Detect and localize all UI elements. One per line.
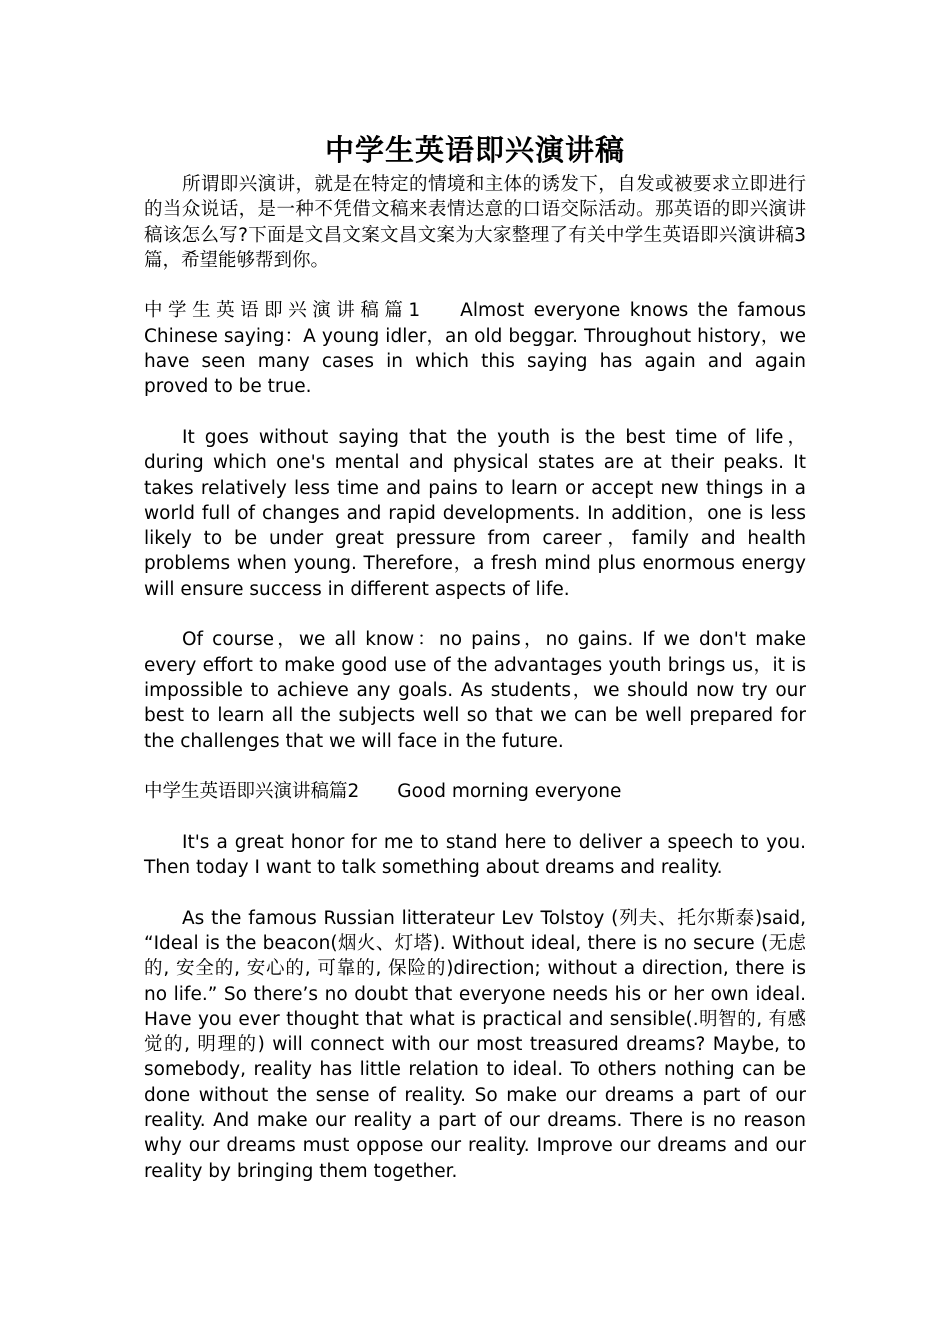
section-2-paragraph-1: It's a great honor for me to stand here to deliver a speech to you. Then today I want to talk something about dreams and reality. [144,831,806,879]
section-2-heading: 中学生英语即兴演讲稿篇2 [144,781,360,803]
document-page [144,128,806,1184]
spacer [144,804,806,829]
spacer [144,602,806,627]
section-1-lead: Almost everyone knows the famous Chinese saying：A young idler，an old beggar. Throughout history，we have seen many cases in which this saying has again and again proved to be true. [144,300,806,398]
section-2-lead-paragraph [144,779,806,804]
spacer [144,273,806,298]
section-2-paragraph-2: As the famous Russian litterateur Lev Tolstoy (列夫、托尔斯泰)said, “Ideal is the beacon(烟火、灯塔). Without ideal, there is no secure (无虑的, 安全的, 安心的, 可靠的, 保险的)direction; without a direction, there is no life.” So there’s no doubt that everyone needs his or her own ideal. Have you ever thought that what is practical and sensible(.明智的, 有感觉的, 明理的) will connect with our most treasured dreams? Maybe, to somebody, reality has little relation to ideal. To others nothing can be done without the sense of reality. So make our dreams a part of our reality. And make our reality a part of our dreams. There is no reason why our dreams must oppose our reality. Improve our dreams and our reality by bringing them together. [144,907,806,1182]
intro-paragraph: 所谓即兴演讲，就是在特定的情境和主体的诱发下，自发或被要求立即进行的当众说话，是一种不凭借文稿来表情达意的口语交际活动。那英语的即兴演讲稿该怎么写?下面是文昌文案文昌文案为大家整理了有关中学生英语即兴演讲稿3篇，希望能够帮到你。 [144,174,806,271]
section-1-lead-paragraph [144,298,806,399]
section-1-heading: 中学生英语即兴演讲稿篇1 [144,300,423,322]
section-2-lead: Good morning everyone [397,781,622,803]
document-title: 中学生英语即兴演讲稿 [324,133,625,167]
spacer [144,400,806,425]
section-1-paragraph-2: Of course，we all know：no pains，no gains. If we don't make every effort to make good use of the advantages youth brings us，it is impossible to achieve any goals. As students，we should now try our best to learn all the subjects well so that we can be well prepared for the challenges that we will face in the future. [144,629,806,752]
spacer [144,754,806,779]
spacer [144,880,806,905]
section-1-paragraph-1: It goes without saying that the youth is the best time of life，during which one's mental and physical states are at their peaks. It takes relatively less time and pains to learn or accept new things in a world full of changes and rapid developments. In addition，one is less likely to be under great pressure from career，family and health problems when young. Therefore，a fresh mind plus enormous energy will ensure success in different aspects of life. [144,426,806,600]
